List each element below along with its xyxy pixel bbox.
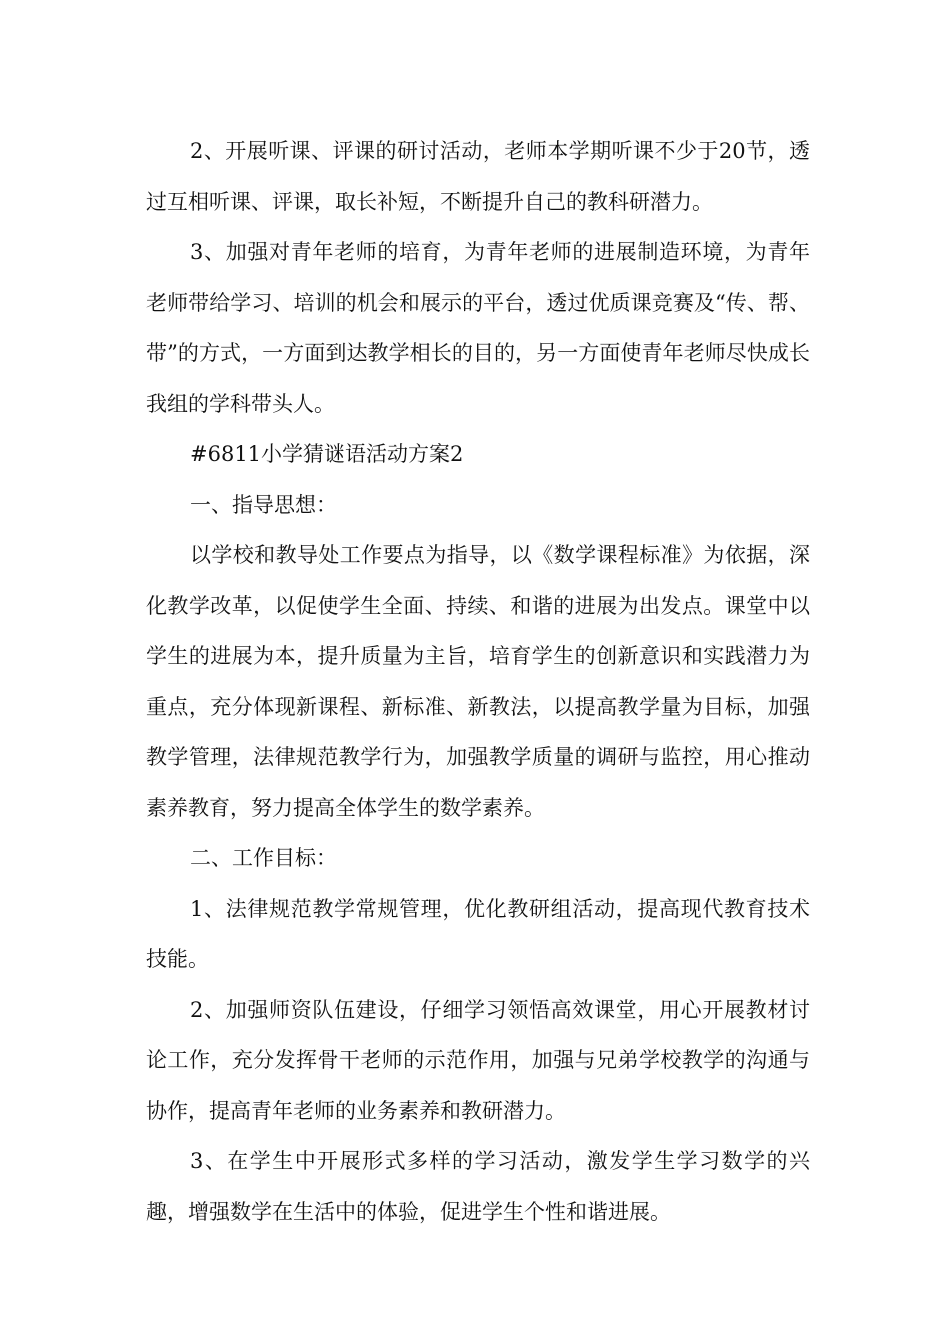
paragraph-lesson-observation: 2、开展听课、评课的研讨活动，老师本学期听课不少于20节，透过互相听课、评课，取长补短，不断提升自己的教科研潜力。 (146, 139, 810, 214)
section-title: #6811小学猜谜语活动方案2 (190, 442, 464, 466)
paragraph-guiding-ideology: 以学校和教导处工作要点为指导，以《数学课程标准》为依据，深化教学改革，以促使学生全面、持续、和谐的进展为出发点。课堂中以学生的进展为本，提升质量为主旨，培育学生的创新意识和实践潜力为重点，充分体现新课程、新标准、新教法，以提高教学量为目标，加强教学管理，法律规范教学行为，加强教学质量的调研与监控，用心推动素养教育，努力提高全体学生的数学素养。 (146, 543, 810, 820)
heading-guiding-ideology: 一、指导思想： (190, 492, 337, 517)
paragraph-young-teacher-training: 3、加强对青年老师的培育，为青年老师的进展制造环境，为青年老师带给学习、培训的机会和展示的平台，透过优质课竞赛及“传、帮、带”的方式，一方面到达教学相长的目的，另一方面使青年老师尽快成长我组的学科带头人。 (146, 240, 810, 416)
paragraph-goal-2: 2、加强师资队伍建设，仔细学习领悟高效课堂，用心开展教材讨论工作，充分发挥骨干老师的示范作用，加强与兄弟学校教学的沟通与协作，提高青年老师的业务素养和教研潜力。 (146, 997, 810, 1123)
paragraph-goal-1: 1、法律规范教学常规管理，优化教研组活动，提高现代教育技术技能。 (146, 896, 810, 971)
document-body (146, 126, 810, 1237)
heading-work-goals: 二、工作目标： (190, 846, 337, 870)
paragraph-goal-3: 3、在学生中开展形式多样的学习活动，激发学生学习数学的兴趣，增强数学在生活中的体验，促进学生个性和谐进展。 (146, 1149, 810, 1224)
